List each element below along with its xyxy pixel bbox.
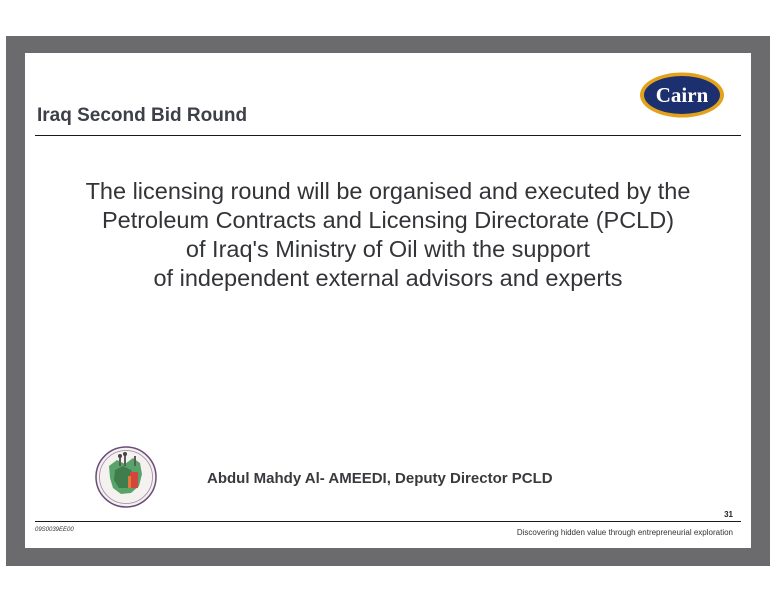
body-line: Petroleum Contracts and Licensing Directorate (PCLD)	[101, 207, 675, 233]
slide	[25, 53, 751, 548]
ministry-seal-icon	[95, 446, 157, 508]
page-number: 31	[724, 510, 733, 519]
body-line: of Iraq's Ministry of Oil with the support	[185, 236, 591, 262]
body-line: of independent external advisors and experts	[153, 265, 623, 291]
logo-wordmark: Cairn	[655, 83, 709, 107]
footer-divider	[35, 521, 741, 522]
footer-tagline: Discovering hidden value through entrepreneurial exploration	[516, 528, 733, 537]
speaker-caption: Abdul Mahdy Al- AMEEDI, Deputy Director PCLD	[207, 470, 553, 487]
slide-title: Iraq Second Bid Round	[37, 105, 248, 126]
title-divider	[35, 135, 741, 136]
cairn-logo	[639, 71, 725, 119]
body-line: The licensing round will be organised and executed by the	[85, 178, 691, 204]
document-code: 09S0039EE00	[35, 527, 74, 533]
body-statement	[25, 177, 751, 293]
